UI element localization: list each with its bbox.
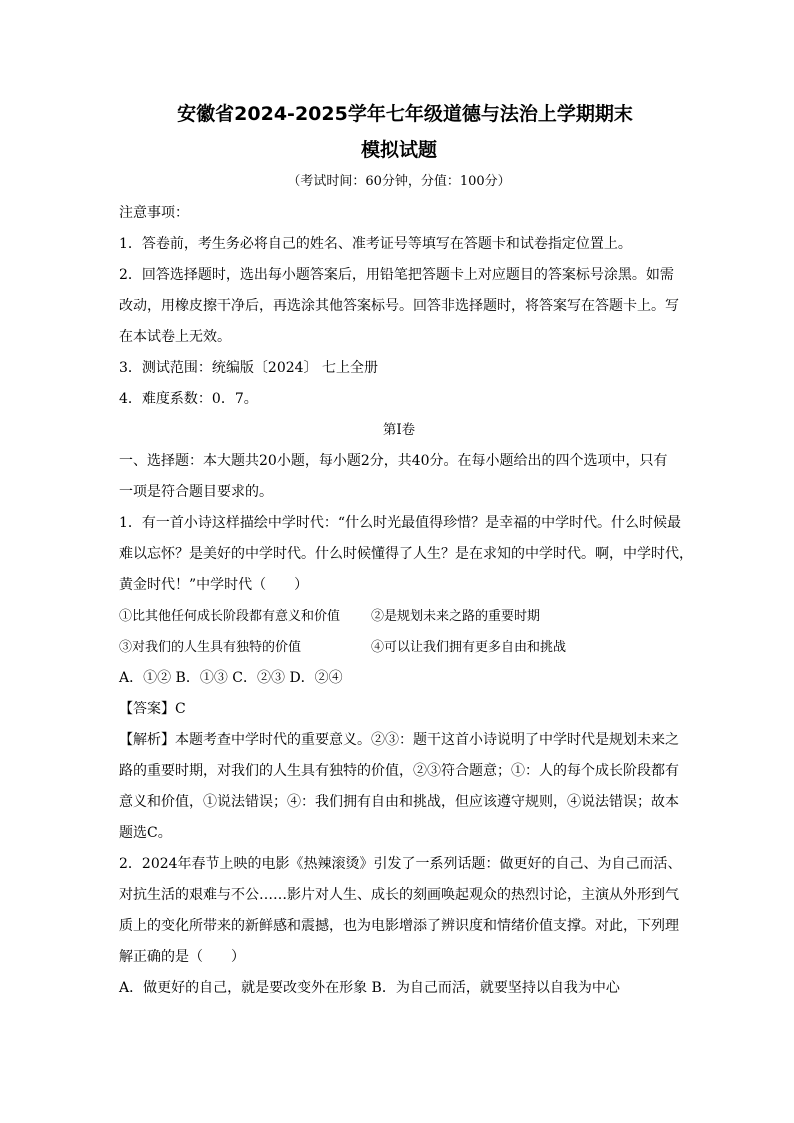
q2-stem-line3: 质上的变化所带来的新鲜感和震撼，也为电影增添了辨识度和情绪价值支撑。对此，下列理	[119, 918, 679, 934]
q1-stem-line1: 1．有一首小诗这样描绘中学时代：“什么时光最值得珍惜？是幸福的中学时代。什么时候最	[119, 515, 682, 531]
exam-title-line1: 安徽省2024-2025学年七年级道德与法治上学期期末	[177, 103, 633, 125]
q1-analysis-line4: 题选C。	[119, 825, 172, 841]
q2-stem-line4: 解正确的是（ ）	[119, 949, 245, 965]
q1-stem-line2: 难以忘怀？是美好的中学时代。什么时候懂得了人生？是在求知的中学时代。啊，中学时代，	[119, 546, 693, 562]
q1-option-1: ①比其他任何成长阶段都有意义和价值	[119, 609, 341, 624]
notes-item-4: 4．难度系数：0．7。	[119, 391, 258, 407]
q2-choices-line1: A．做更好的自己，就是要改变外在形象 B．为自己而活，就要坚持以自我为中心	[119, 980, 620, 996]
q1-analysis-line2: 路的重要时期，对我们的人生具有独特的价值，②③符合题意；①：人的每个成长阶段都有	[119, 763, 679, 779]
notes-item-2-line1: 2．回答选择题时，选出每小题答案后，用铅笔把答题卡上对应题目的答案标号涂黑。如需	[119, 267, 674, 283]
q1-option-3: ③对我们的人生具有独特的价值	[119, 640, 302, 655]
volume-heading: 第Ⅰ卷	[382, 422, 416, 438]
q1-option-4: ④可以让我们拥有更多自由和挑战	[371, 640, 567, 655]
q2-stem-line2: 对抗生活的艰难与不公……影片对人生、成长的刻画唤起观众的热烈讨论，主演从外形到气	[119, 887, 679, 903]
notes-item-2-line2: 改动，用橡皮擦干净后，再选涂其他答案标号。回答非选择题时，将答案写在答题卡上。写	[119, 298, 679, 314]
exam-info: （考试时间：60分钟，分值：100分）	[287, 174, 511, 189]
notes-item-1: 1．答卷前，考生务必将自己的姓名、准考证号等填写在答题卡和试卷指定位置上。	[119, 236, 632, 252]
notes-item-3: 3．测试范围：统编版〔2024〕 七上全册	[119, 360, 378, 376]
q1-option-2: ②是规划未来之路的重要时期	[371, 609, 541, 624]
q2-stem-line1: 2．2024年春节上映的电影《热辣滚烫》引发了一系列话题：做更好的自己、为自己而活、	[119, 856, 682, 872]
q1-options-row1	[119, 601, 679, 632]
exam-page	[119, 96, 693, 1004]
notes-item-2-line3: 在本试卷上无效。	[119, 329, 231, 345]
notes-heading: 注意事项：	[119, 205, 189, 221]
q1-analysis-line1: 【解析】本题考查中学时代的重要意义。②③：题干这首小诗说明了中学时代是规划未来之	[119, 732, 679, 748]
q1-choices: A．①② B．①③ C．②③ D．②④	[119, 670, 343, 686]
section-intro-line1: 一、选择题：本大题共20小题，每小题2分，共40分。在每小题给出的四个选项中，只有	[119, 453, 668, 469]
q1-analysis-line3: 意义和价值，①说法错误；④：我们拥有自由和挑战，但应该遵守规则，④说法错误；故本	[119, 794, 679, 810]
q1-stem-line3: 黄金时代！”中学时代（ ）	[119, 577, 309, 593]
q1-options-row2	[119, 632, 679, 663]
exam-title-line2: 模拟试题	[360, 139, 437, 161]
section-intro-line2: 一项是符合题目要求的。	[119, 484, 273, 500]
q1-answer: 【答案】C	[119, 701, 186, 717]
